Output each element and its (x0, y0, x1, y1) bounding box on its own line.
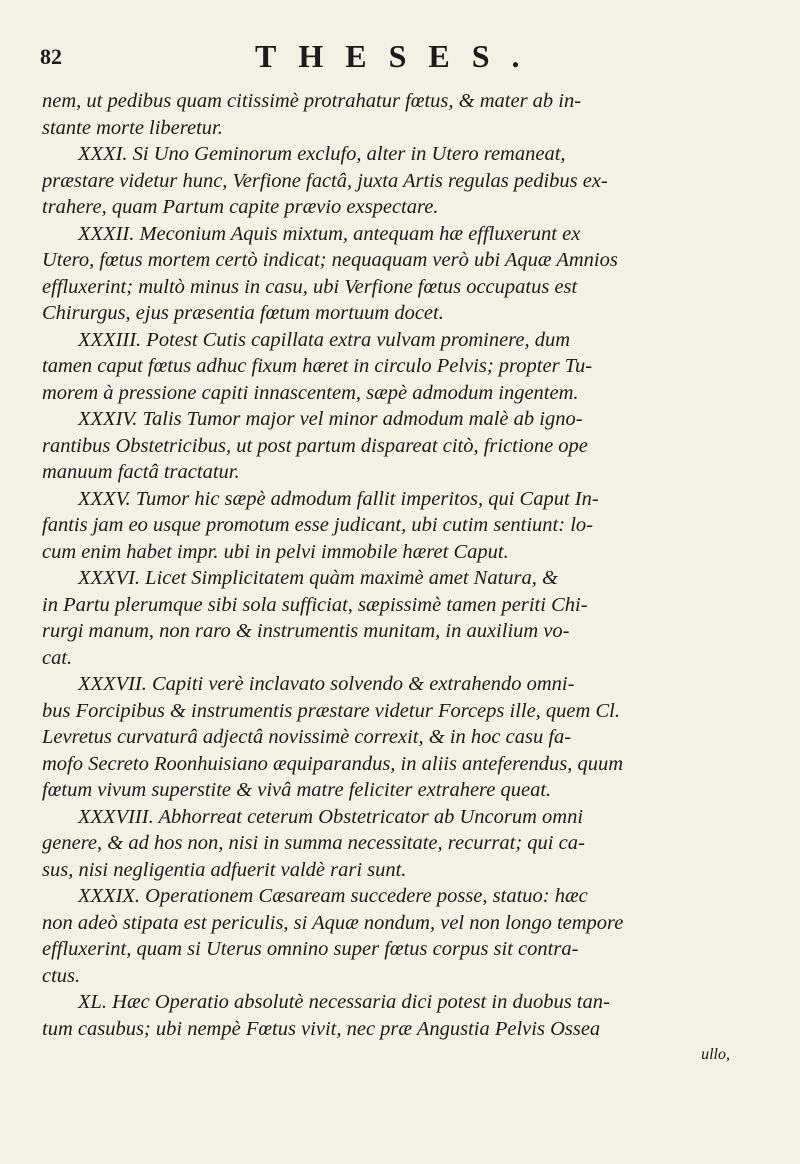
text-line: Chirurgus, ejus præsentia fœtum mortuum docet. (42, 302, 444, 324)
thesis-xxxiii: XXXIII. Potest Cutis capillata extra vulvam prominere, dum (78, 328, 571, 351)
text-line: genere, & ad hos non, nisi in summa necessitate, recurrat; qui ca- (42, 832, 585, 854)
text-line: rurgi manum, non raro & instrumentis munitam, in auxilium vo- (42, 620, 570, 642)
text-line: tamen caput fœtus adhuc fixum hæret in circulo Pelvis; propter Tu- (42, 355, 593, 377)
text-line: manuum factâ tractatur. (42, 461, 240, 483)
text-line: effluxerint, quam si Uterus omnino super fœtus corpus sit contra- (42, 938, 579, 960)
page-header (0, 38, 800, 78)
text-line: tum casubus; ubi nempè Fœtus vivit, nec præ Angustia Pelvis Ossea (42, 1017, 601, 1040)
thesis-xxxvi: XXXVI. Licet Simplicitatem quàm maximè amet Natura, & (78, 567, 558, 589)
text-line: Levretus curvaturâ adjectâ novissimè correxit, & in hoc casu fa- (42, 726, 572, 748)
text-line: effluxerint; multò minus in casu, ubi Verfione fœtus occupatus est (42, 275, 578, 298)
text-line: fantis jam eo usque promotum esse judicant, ubi cutim sentiunt: lo- (42, 514, 593, 536)
body-text (42, 88, 758, 1069)
text-line: præstare videtur hunc, Verfione factâ, juxta Artis regulas pedibus ex- (42, 169, 608, 192)
text-line: cat. (42, 646, 73, 669)
thesis-xxxv: XXXV. Tumor hic sæpè admodum fallit imperitos, qui Caput In- (78, 487, 599, 510)
text-line: in Partu plerumque sibi sola sufficiat, sæpissimè tamen periti Chi- (42, 593, 588, 616)
text-line: non adeò stipata est periculis, si Aquæ nondum, vel non longo tempore (42, 911, 624, 934)
thesis-xxxii: XXXII. Meconium Aquis mixtum, antequam hæ effluxerunt ex (78, 222, 581, 245)
text-line: fœtum vivum superstite & vivâ matre feliciter extrahere queat. (42, 779, 552, 801)
text-line: nem, ut pedibus quam citissimè protrahatur fœtus, & mater ab in- (42, 90, 582, 112)
thesis-xxxvii: XXXVII. Capiti verè inclavato solvendo & extrahendo omni- (78, 673, 575, 695)
text-line: bus Forcipibus & instrumentis præstare videtur Forceps ille, quem Cl. (42, 699, 620, 722)
text-line: trahere, quam Partum capite prævio exspectare. (42, 196, 439, 218)
text-line: rantibus Obstetricibus, ut post partum dispareat citò, frictione ope (42, 434, 588, 457)
text-line: morem à pressione capiti innascentem, sæpè admodum ingentem. (42, 381, 579, 404)
thesis-xxxiv: XXXIV. Talis Tumor major vel minor admodum malè ab igno- (78, 408, 583, 430)
text-line: sus, nisi negligentia adfuerit valdè rari sunt. (42, 858, 407, 881)
text-line: stante morte liberetur. (42, 116, 223, 139)
thesis-xxxviii: XXXVIII. Abhorreat ceterum Obstetricator ab Uncorum omni (78, 805, 584, 828)
text-line: Utero, fœtus mortem certò indicat; nequaquam verò ubi Aquæ Amnios (42, 249, 618, 271)
running-head: THESES. (255, 38, 542, 74)
thesis-xxxi: XXXI. Si Uno Geminorum exclufo, alter in Utero remaneat, (78, 143, 566, 165)
catchword: ullo, (701, 1046, 730, 1063)
text-line: ctus. (42, 964, 81, 987)
page-number: 82 (40, 44, 62, 69)
thesis-xl: XL. Hæc Operatio absolutè necessaria dici potest in duobus tan- (78, 991, 610, 1013)
text-line: cum enim habet impr. ubi in pelvi immobile hæret Caput. (42, 540, 509, 563)
thesis-xxxix: XXXIX. Operationem Cæsaream succedere posse, statuo: hæc (78, 885, 588, 907)
text-line: mofo Secreto Roonhuisiano æquiparandus, in aliis anteferendus, quum (42, 752, 623, 775)
